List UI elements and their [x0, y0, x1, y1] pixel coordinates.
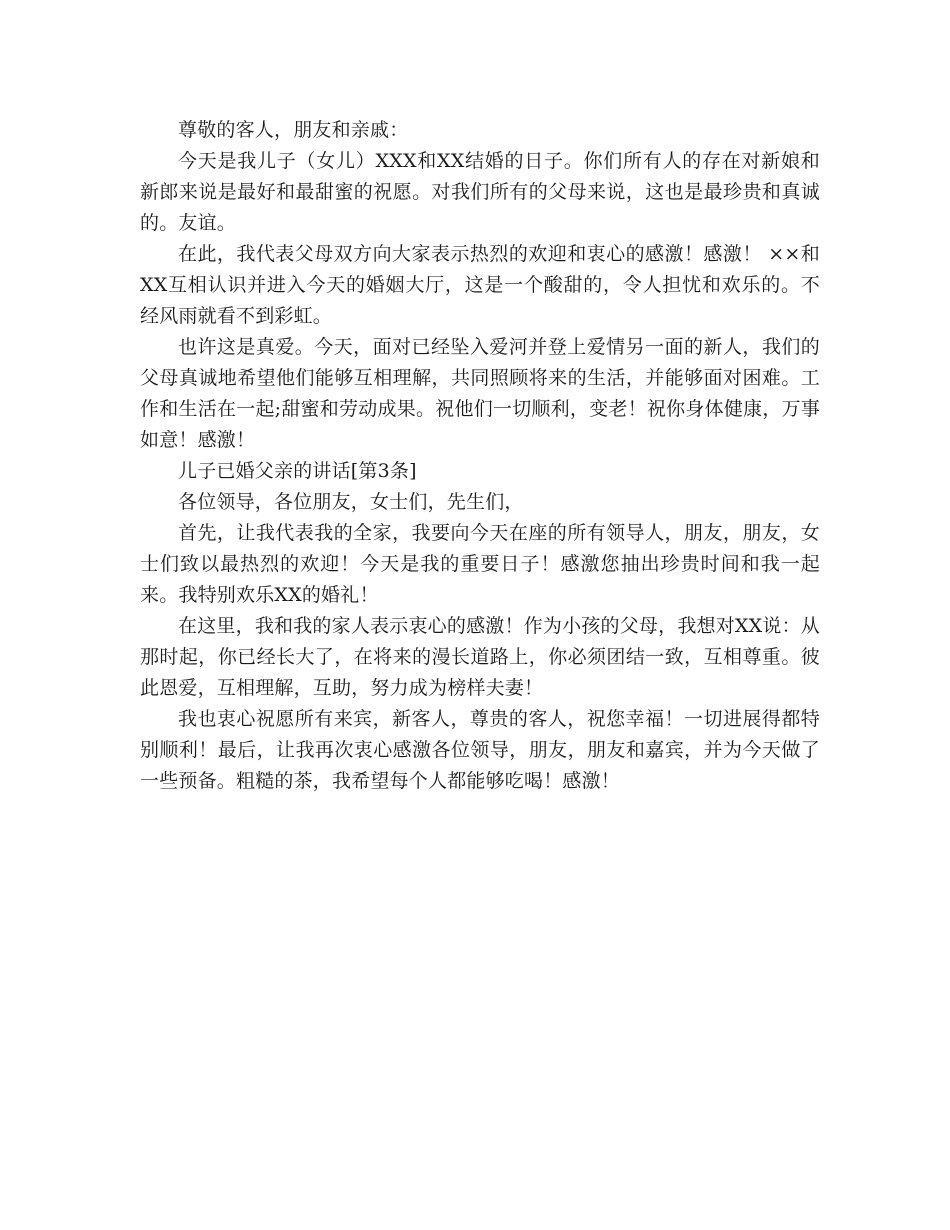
body-paragraph: 在这里，我和我的家人表示衷心的感激！作为小孩的父母，我想对XX说：从那时起，你已经长大了，在将来的漫长道路上，你必须团结一致，互相尊重。彼此恩爱，互相理解，互助，努力成为榜样夫妻！ [140, 615, 820, 699]
greeting-paragraph: 尊敬的客人，朋友和亲戚： [178, 119, 409, 141]
body-paragraph: 也许这是真爱。今天，面对已经坠入爱河并登上爱情另一面的新人，我们的父母真诚地希望他们能够互相理解，共同照顾将来的生活，并能够面对困难。工作和生活在一起;甜蜜和劳动成果。祝他们一切顺利，变老！祝你身体健康，万事如意！感激！ [140, 336, 820, 451]
body-paragraph: 今天是我儿子（女儿）XXX和XX结婚的日子。你们所有人的存在对新娘和新郎来说是最好和最甜蜜的祝愿。对我们所有的父母来说，这也是最珍贵和真诚的。友谊。 [140, 150, 820, 234]
body-paragraph: 在此，我代表父母双方向大家表示热烈的欢迎和衷心的感激！感激！ ××和XX互相认识并进入今天的婚姻大厅，这是一个酸甜的，令人担忧和欢乐的。不经风雨就看不到彩虹。 [140, 243, 820, 327]
document-body [140, 115, 820, 797]
greeting-paragraph: 各位领导，各位朋友，女士们，先生们， [178, 491, 524, 513]
body-paragraph: 首先，让我代表我的全家，我要向今天在座的所有领导人，朋友，朋友，女士们致以最热烈的欢迎！今天是我的重要日子！感激您抽出珍贵时间和我一起来。我特别欢乐XX的婚礼！ [140, 522, 820, 606]
section-heading: 儿子已婚父亲的讲话[第3条] [178, 460, 417, 482]
body-paragraph: 我也衷心祝愿所有来宾，新客人，尊贵的客人，祝您幸福！一切进展得都特别顺利！最后，让我再次衷心感激各位领导，朋友，朋友和嘉宾，并为今天做了一些预备。粗糙的茶，我希望每个人都能够吃喝！感激！ [140, 708, 820, 792]
